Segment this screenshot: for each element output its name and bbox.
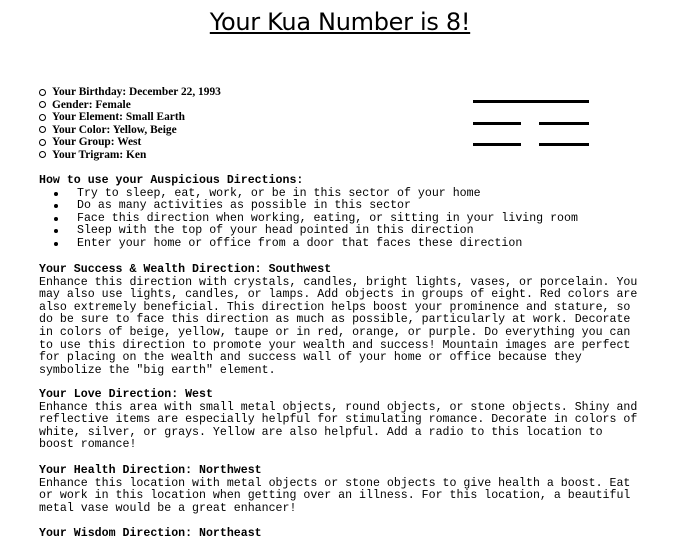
profile-facts-list: [39, 86, 221, 162]
love-heading: Your Love Direction: West: [39, 388, 213, 401]
success-line: may also use lights, candles, or lamps. Add objects in groups of eight. Red colors are: [39, 288, 638, 302]
fact-birthday: Your Birthday: December 22, 1993: [39, 86, 221, 99]
howto-item: Try to sleep, eat, work, or be in this sector of your home: [39, 188, 649, 201]
ken-trigram-icon: [473, 100, 589, 148]
howto-item: Enter your home or office from a door that faces these direction: [39, 238, 649, 251]
love-line: white, silver, or grays. Yellow are also helpful. Add a radio to this location to: [39, 425, 603, 439]
fact-element: Your Element: Small Earth: [39, 111, 221, 124]
success-line: Enhance this direction with crystals, candles, bright lights, vases, or porcelain. You: [39, 275, 638, 289]
health-line: or work in this location when getting over an illness. For this location, a beautiful: [39, 489, 631, 503]
success-line: for placing on the wealth and success wall of your home or office because they: [39, 351, 582, 365]
howto-item: Face this direction when working, eating, or sitting in your living room: [39, 213, 649, 226]
fact-gender: Gender: Female: [39, 99, 221, 112]
success-line: in colors of beige, yellow, taupe or in red, orange, or purple. Do everything you can: [39, 325, 631, 339]
trigram-line-broken-left: [473, 122, 521, 125]
success-line: do be sure to face this direction as much as possible, particularly at work. Decorate: [39, 313, 631, 327]
love-section: [39, 389, 639, 452]
success-line: to use this direction to promote your wealth and success! Mountain images are perfect: [39, 338, 631, 352]
love-line: reflective items are especially helpful for stimulating romance. Decorate in colors of: [39, 413, 638, 427]
wisdom-section: [39, 528, 639, 541]
success-line: symbolize the "big earth" element.: [39, 363, 276, 377]
trigram-line-broken-left: [473, 143, 521, 146]
wisdom-heading: Your Wisdom Direction: Northeast: [39, 527, 262, 540]
fact-color: Your Color: Yellow, Beige: [39, 124, 221, 137]
page-title: Your Kua Number is 8!: [209, 8, 471, 36]
health-line: Enhance this location with metal objects or stone objects to give health a boost. Eat: [39, 476, 631, 490]
love-line: Enhance this area with small metal objects, round objects, or stone objects. Shiny and: [39, 400, 638, 414]
fact-trigram: Your Trigram: Ken: [39, 149, 221, 162]
trigram-line-solid: [473, 100, 589, 103]
success-heading: Your Success & Wealth Direction: Southwest: [39, 263, 332, 276]
success-line: also extremely beneficial. This direction helps boost your prominence and stature, so: [39, 300, 631, 314]
health-heading: Your Health Direction: Northwest: [39, 464, 262, 477]
howto-heading: How to use your Auspicious Directions:: [39, 174, 304, 187]
health-line: metal vase would be a great enhancer!: [39, 501, 297, 515]
fact-group: Your Group: West: [39, 136, 221, 149]
howto-item: Sleep with the top of your head pointed in this direction: [39, 225, 649, 238]
health-section: [39, 465, 639, 515]
trigram-line-broken-right: [539, 143, 589, 146]
love-line: boost romance!: [39, 438, 137, 452]
trigram-line-broken-right: [539, 122, 589, 125]
howto-item: Do as many activities as possible in this sector: [39, 200, 649, 213]
howto-section: [39, 175, 649, 251]
howto-list: [39, 188, 649, 251]
success-section: [39, 264, 639, 377]
